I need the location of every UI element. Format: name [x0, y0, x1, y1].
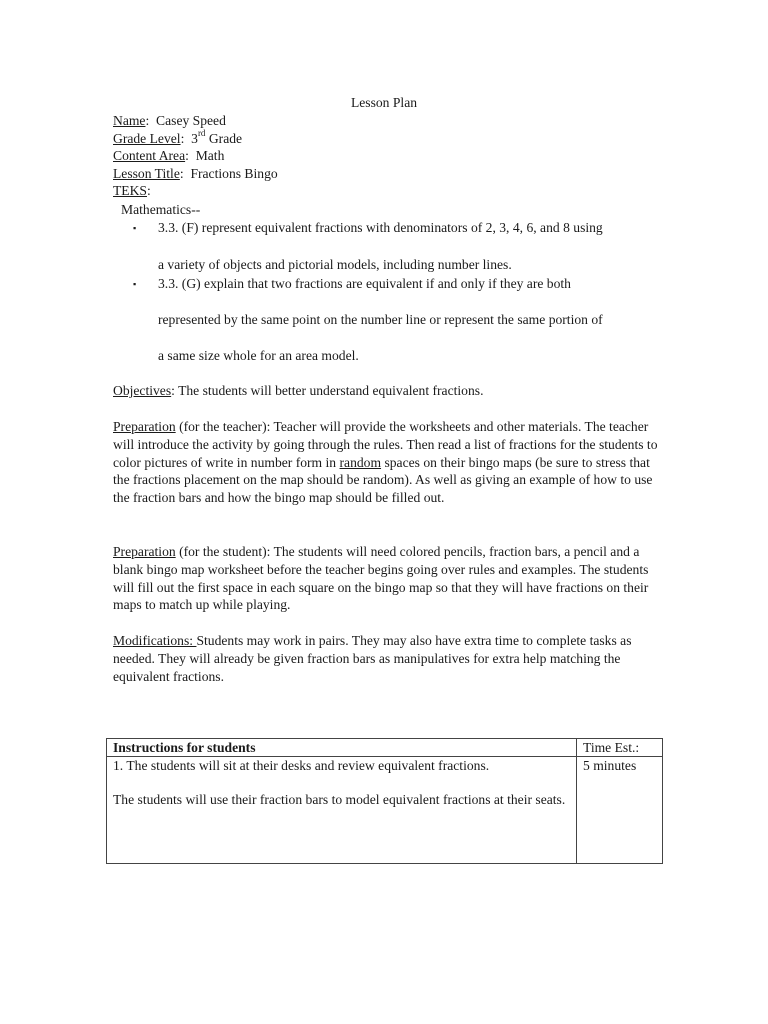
modifications-text: Students may work in pairs. They may also have extra time to complete tasks as needed. They will already be given fraction bars as manipulatives for extra help matching the equivalent fractions.: [113, 633, 632, 684]
content-area-row: Content Area: Math: [113, 148, 225, 164]
teacher-preparation-paragraph: [113, 418, 658, 507]
lesson-title-label: Lesson Title: [113, 165, 180, 181]
random-emphasis: random: [339, 454, 382, 470]
grade-word: Grade: [208, 130, 243, 146]
content-area-label: Content Area: [113, 148, 186, 164]
instruction-cell: [107, 757, 577, 864]
bullet-icon: ▪: [133, 279, 137, 289]
table-row: [107, 757, 663, 864]
instructions-table: [106, 738, 663, 864]
teks-item-2-line-2: represented by the same point on the number line or represent the same portion of: [158, 312, 603, 327]
objectives-label: Objectives: [113, 383, 172, 398]
student-preparation-label: Preparation: [113, 544, 176, 559]
teks-item-1-line-2: a variety of objects and pictorial models, including number lines.: [158, 257, 512, 272]
teks-row: TEKS:: [113, 183, 151, 199]
modifications-paragraph: [113, 632, 658, 685]
teks-item-1-line-1: 3.3. (F) represent equivalent fractions with denominators of 2, 3, 4, 6, and 8 using: [158, 220, 603, 235]
lesson-title-value: Fractions Bingo: [190, 165, 278, 181]
instructions-header: Instructions for students: [107, 739, 577, 757]
spacer: [113, 775, 570, 791]
teacher-preparation-label: Preparation: [113, 419, 176, 434]
grade-suffix: rd: [197, 128, 206, 139]
teks-label: TEKS: [113, 183, 147, 199]
modifications-label: Modifications:: [113, 633, 197, 648]
instruction-detail: The students will use their fraction bars to model equivalent fractions at their seats.: [113, 791, 566, 807]
objectives-text: : The students will better understand equivalent fractions.: [171, 383, 484, 398]
bullet-icon: ▪: [133, 223, 137, 233]
name-label: Name: [113, 113, 146, 128]
grade-label: Grade Level: [113, 130, 181, 146]
teks-item-2-line-3: a same size whole for an area model.: [158, 348, 359, 363]
time-estimate-cell: 5 minutes: [577, 757, 663, 864]
name-row: Name: Casey Speed: [113, 113, 226, 128]
teacher-preparation-text-1: (for the teacher): Teacher will provide the worksheets and other materials. The teacher will introduce the activity by going through the rules. Then read a list of fractions for the students to color pictures of write in number form in: [113, 419, 658, 470]
content-area-value: Math: [195, 148, 225, 164]
instruction-step: 1. The students will sit at their desks and review equivalent fractions.: [113, 758, 490, 774]
student-preparation-text: (for the student): The students will need colored pencils, fraction bars, a pencil and a blank bingo map worksheet before the teacher begins going over rules and examples. The students will fill out the first space in each square on the bingo map so that they will have fractions on their maps to match up while playing.: [113, 544, 649, 613]
grade-row: Grade Level: 3rd Grade: [113, 128, 243, 146]
table-header-row: [107, 739, 663, 757]
grade-number: 3: [191, 130, 198, 146]
time-estimate-header: Time Est.:: [577, 739, 663, 757]
teacher-preparation-text-2: spaces on their bingo maps (be sure to stress that the fractions placement on the map should be random). As well as giving an example of how to use the fraction bars and how the bingo map should be filled out.: [113, 454, 653, 506]
page-title: Lesson Plan: [350, 95, 418, 110]
subject-label: Mathematics--: [121, 202, 201, 217]
lesson-title-row: Lesson Title: Fractions Bingo: [113, 165, 278, 181]
name-value: Casey Speed: [156, 113, 226, 128]
teks-item-2-line-1: 3.3. (G) explain that two fractions are equivalent if and only if they are both: [158, 276, 571, 291]
objectives-paragraph: [113, 382, 658, 400]
student-preparation-paragraph: [113, 543, 658, 614]
lesson-meta: [113, 112, 278, 200]
